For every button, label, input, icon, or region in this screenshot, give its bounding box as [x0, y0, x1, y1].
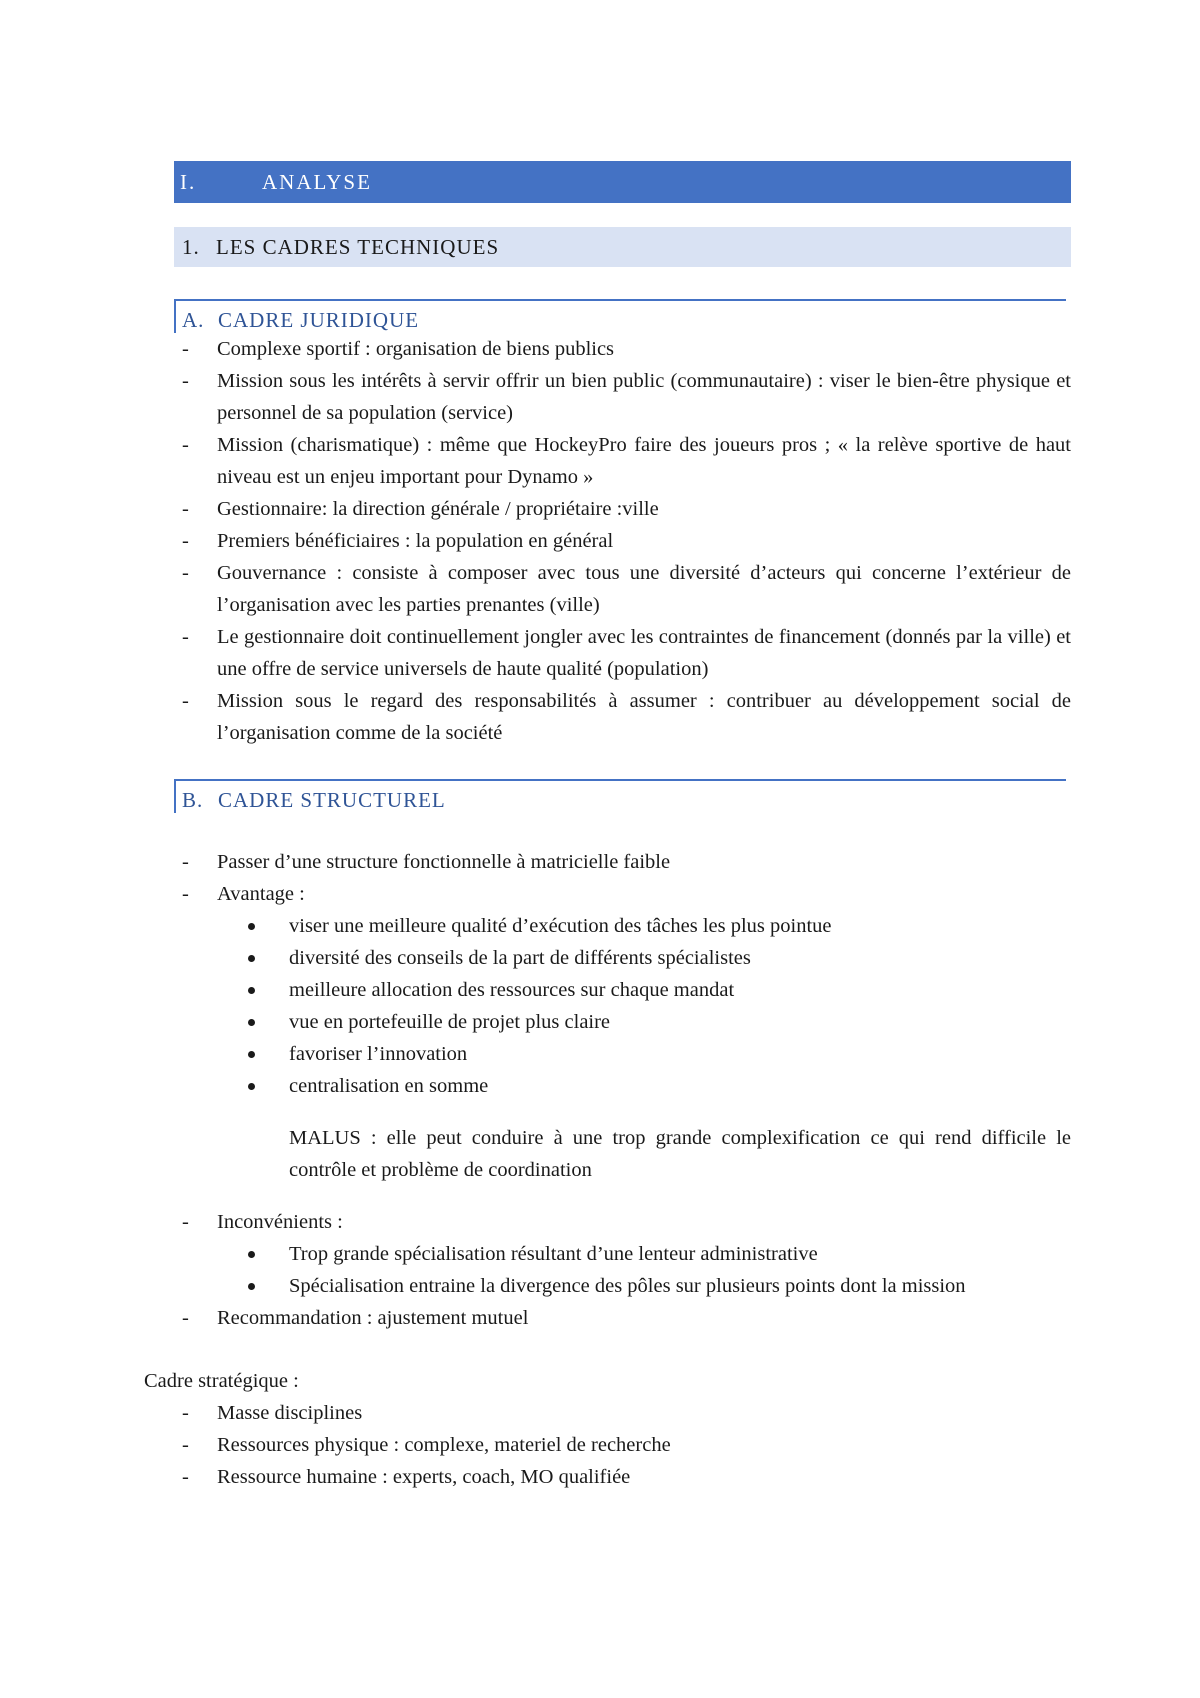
bullet-item: meilleure allocation des ressources sur chaque mandat — [174, 974, 1071, 1006]
bullet-icon — [248, 923, 255, 930]
bullet-item: viser une meilleure qualité d’exécution des tâches les plus pointue — [174, 910, 1071, 942]
heading-3-number: A. — [182, 308, 205, 332]
bullet-icon — [248, 1019, 255, 1026]
heading-3-title: CADRE STRUCTUREL — [218, 788, 446, 812]
bullet-item: Trop grande spécialisation résultant d’une lenteur administrative — [174, 1238, 1071, 1270]
bullet-item: diversité des conseils de la part de différents spécialistes — [174, 942, 1071, 974]
heading-3-title: CADRE JURIDIQUE — [218, 308, 420, 332]
bullet-icon — [248, 955, 255, 962]
list-item: - Recommandation : ajustement mutuel — [182, 1307, 529, 1329]
list-item-inconvenients: - Inconvénients : Trop grande spécialisation résultant d’une lenteur administrative Spécialisation entraine la divergence des pôles sur plusieurs points dont la mission — [174, 1206, 1071, 1302]
list-item: - Complexe sportif : organisation de biens publics — [182, 338, 615, 360]
heading-3-cadre-structurel — [174, 779, 1066, 813]
list-item: - Premiers bénéficiaires : la population en général — [182, 530, 614, 552]
list-item: - Gouvernance : consiste à composer avec tous une diversité d’acteurs qui concerne l’extérieur de l’organisation avec les parties prenantes (ville) — [182, 562, 1071, 616]
bullet-icon — [248, 1083, 255, 1090]
avantages-list — [174, 910, 1071, 1102]
list-item: - Ressources physique : complexe, materiel de recherche — [182, 1434, 671, 1456]
heading-1-title: ANALYSE — [262, 169, 372, 194]
cadre-strategique-title: Cadre stratégique : — [144, 1370, 299, 1392]
heading-3-number: B. — [182, 788, 204, 812]
list-item-avantage: - Avantage : viser une meilleure qualité d’exécution des tâches les plus pointue diversité des conseils de la part de différents spécialistes meilleure allocation des ressources sur chaque mandat vue en portefeuille de projet plus claire favoriser l’innovation centralisation en somme MALUS : elle peut conduire à une trop grande complexification ce qui rend difficile le contrôle et problème de coordination — [174, 878, 1071, 1186]
list-item: - Mission (charismatique) : même que HockeyPro faire des joueurs pros ; « la relève sportive de haut niveau est un enjeu important pour Dynamo » — [182, 434, 1071, 488]
heading-2-title: LES CADRES TECHNIQUES — [216, 234, 500, 259]
list-item: - Masse disciplines — [182, 1402, 363, 1424]
bullet-item: centralisation en somme — [174, 1070, 1071, 1102]
cadre-strategique-list — [174, 1397, 1071, 1493]
bullet-icon — [248, 987, 255, 994]
list-item: - Mission sous les intérêts à servir offrir un bien public (communautaire) : viser le bien-être physique et personnel de sa population (service) — [182, 370, 1071, 424]
heading-3-cadre-juridique — [174, 299, 1066, 333]
malus-note: MALUS : elle peut conduire à une trop grande complexification ce qui rend difficile le contrôle et problème de coordination — [289, 1127, 1071, 1181]
cadre-juridique-list — [174, 333, 1071, 749]
list-item: - Passer d’une structure fonctionnelle à matricielle faible — [182, 851, 671, 873]
bullet-item: Spécialisation entraine la divergence des pôles sur plusieurs points dont la mission — [174, 1270, 1071, 1302]
bullet-item: favoriser l’innovation — [174, 1038, 1071, 1070]
bullet-item: vue en portefeuille de projet plus claire — [174, 1006, 1071, 1038]
heading-1 — [174, 161, 1071, 203]
heading-2 — [174, 227, 1071, 267]
bullet-icon — [248, 1051, 255, 1058]
inconvenients-list — [174, 1238, 1071, 1302]
heading-1-number: I. — [180, 169, 197, 194]
cadre-structurel-list — [174, 846, 1071, 1334]
document-content — [144, 161, 1071, 1493]
list-item: - Le gestionnaire doit continuellement jongler avec les contraintes de financement (donnés par la ville) et une offre de service universels de haute qualité (population) — [182, 626, 1071, 680]
bullet-icon — [248, 1283, 255, 1290]
heading-2-number: 1. — [182, 234, 200, 259]
list-item: - Gestionnaire: la direction générale / propriétaire :ville — [182, 498, 659, 520]
list-item: - Ressource humaine : experts, coach, MO qualifiée — [182, 1466, 631, 1488]
list-item: - Mission sous le regard des responsabilités à assumer : contribuer au développement social de l’organisation comme de la société — [182, 690, 1071, 744]
bullet-icon — [248, 1251, 255, 1258]
